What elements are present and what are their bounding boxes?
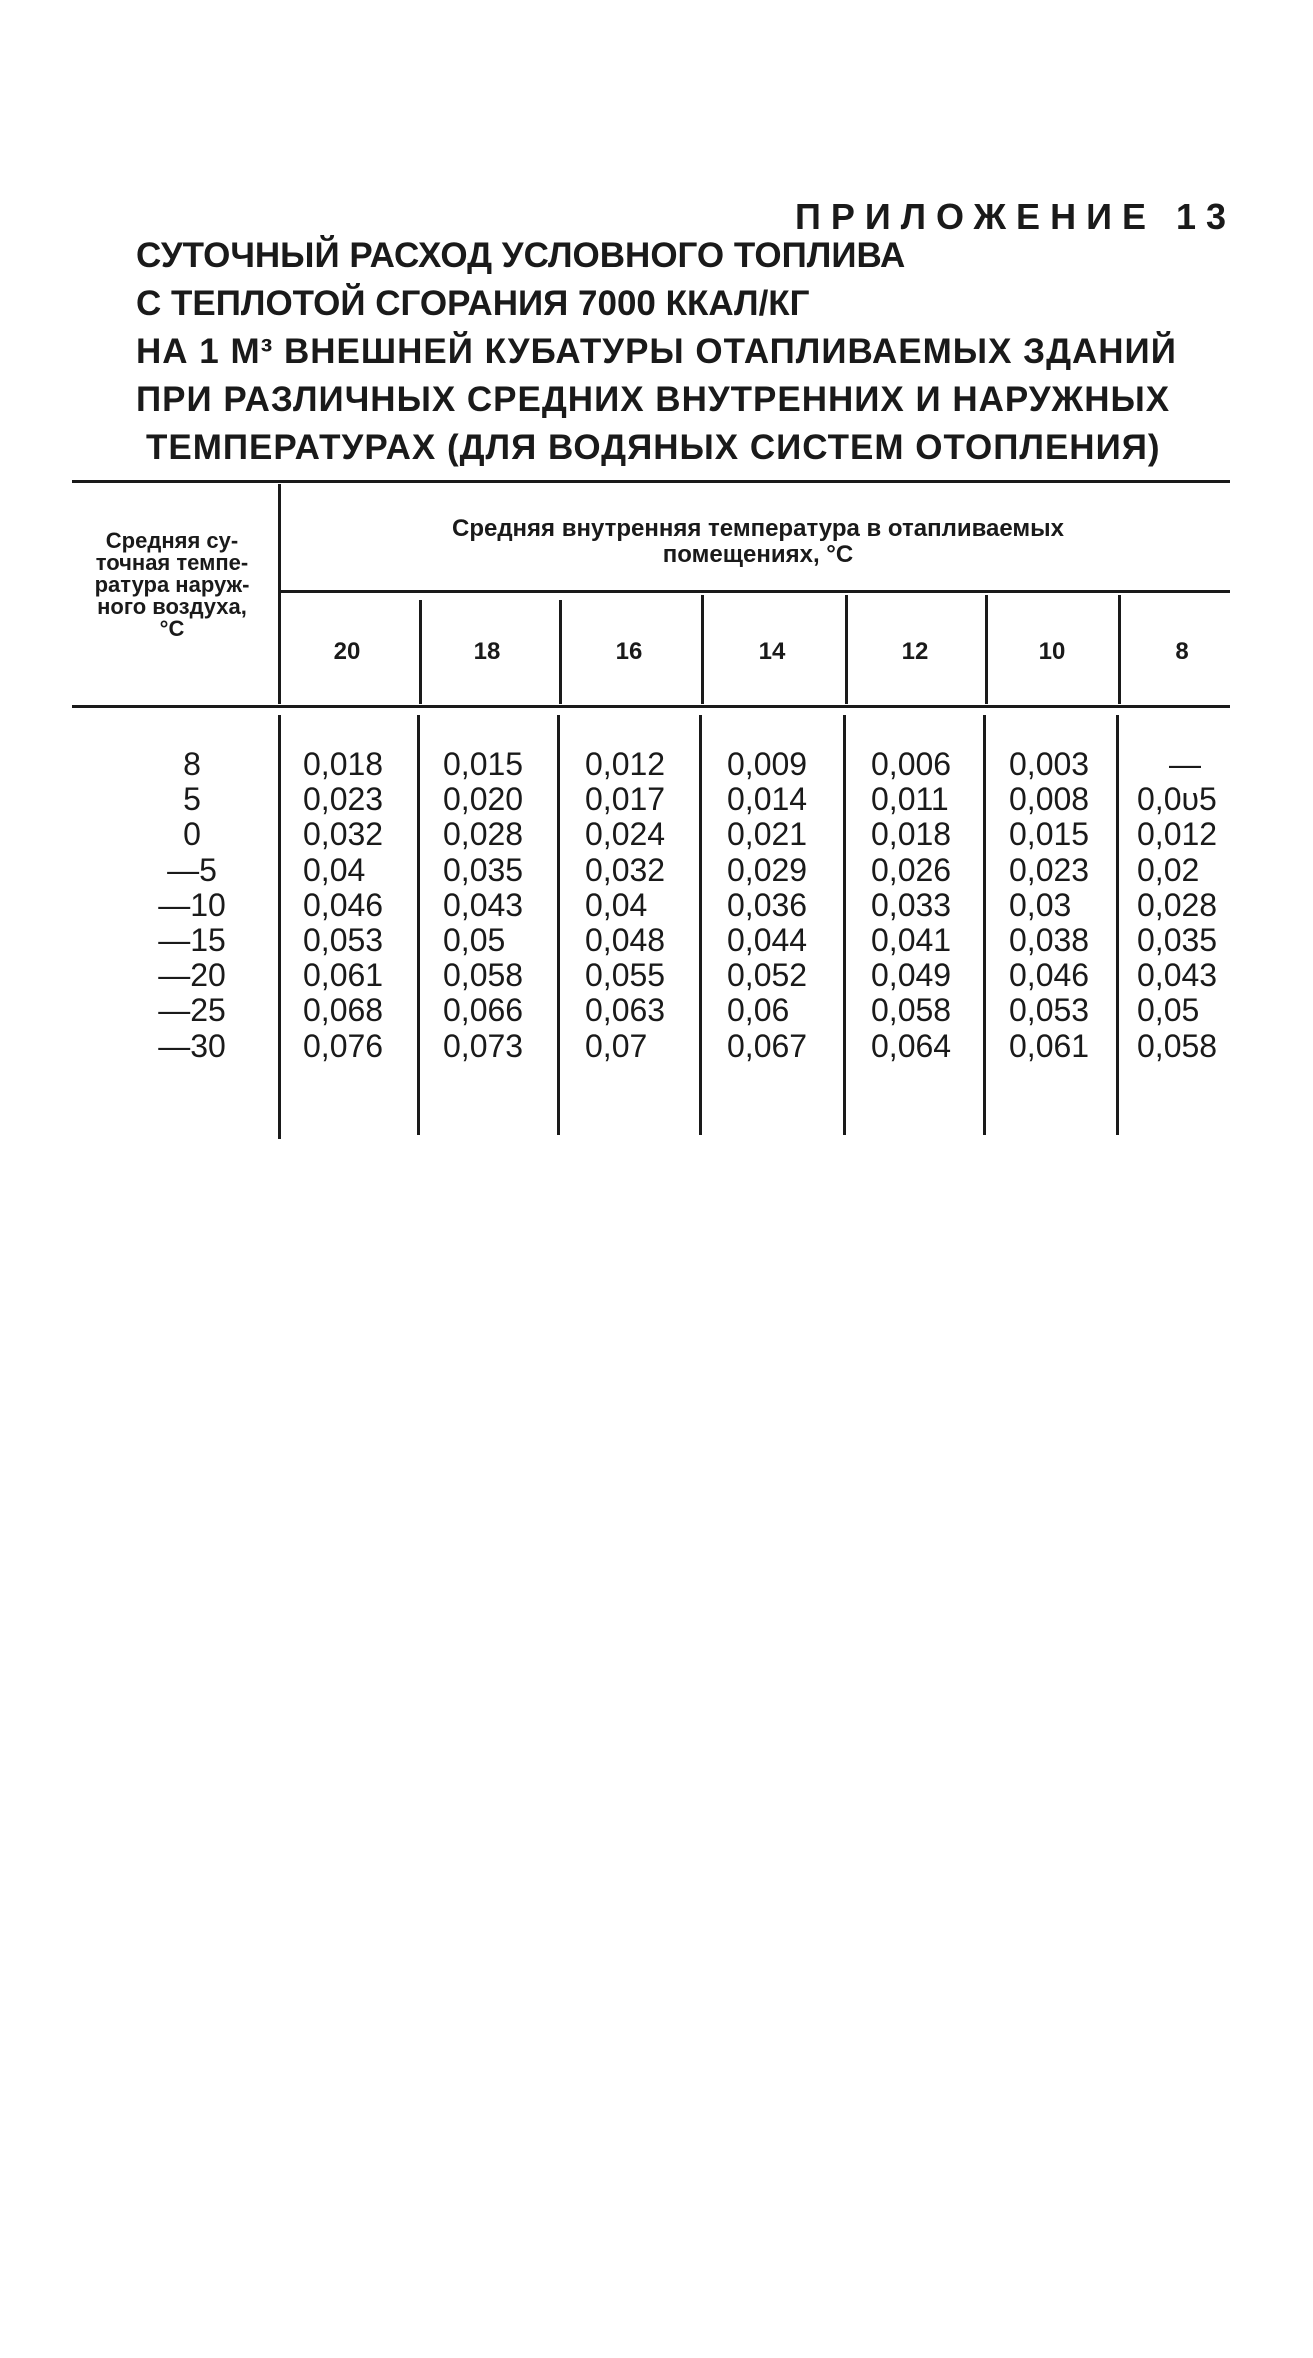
table-cell: 0,044 (727, 922, 808, 958)
table-cell: 0,041 (871, 922, 952, 958)
column-rule (419, 600, 422, 704)
column-header-12: 12 (901, 638, 929, 665)
header-bottom-rule (72, 705, 1230, 708)
table-cell: 0,032 (585, 852, 666, 888)
table-cell: 0,061 (1009, 1028, 1090, 1064)
table-cell: 0,048 (585, 922, 666, 958)
table-cell: 0,038 (1009, 922, 1090, 958)
table-cell: 0,008 (1009, 781, 1090, 817)
table-cell: 0,035 (1137, 922, 1218, 958)
table-cell: 0,052 (727, 957, 808, 993)
stub-header-line: ратура наруж- (94, 572, 250, 597)
table-cell: 0,061 (303, 957, 384, 993)
table-cell: 0,063 (585, 992, 666, 1028)
stub-header-line: точная темпе- (95, 550, 249, 575)
table-cell: 0,009 (727, 746, 808, 782)
table-cell: 0,053 (1009, 992, 1090, 1028)
table-cell: 0,015 (443, 746, 524, 782)
row-temperature-label: —15 (158, 922, 226, 958)
table-cell: 0,064 (871, 1028, 952, 1064)
column-rule (985, 595, 988, 704)
group-header-line: помещениях, °С (662, 541, 854, 568)
table-cell: 0,07 (585, 1028, 648, 1064)
title-line: НА 1 М³ ВНЕШНЕЙ КУБАТУРЫ ОТАПЛИВАЕМЫХ ЗДАНИЙ (136, 332, 1177, 371)
row-temperature-label: —25 (158, 992, 226, 1028)
row-temperature-label: 0 (183, 816, 201, 852)
table-cell: 0,053 (303, 922, 384, 958)
column-header-18: 18 (473, 638, 501, 665)
stub-column-rule (278, 715, 281, 1139)
table-cell: 0,021 (727, 816, 808, 852)
group-header (282, 516, 1234, 568)
table-cell: 0,067 (727, 1028, 808, 1064)
group-header-rule (280, 590, 1230, 593)
column-rule (557, 715, 560, 1135)
table-cell: 0,006 (871, 746, 952, 782)
fuel-consumption-table (72, 480, 1234, 1140)
table-cell: 0,0υ5 (1137, 781, 1217, 817)
row-temperature-label: —20 (158, 957, 226, 993)
table-cell: — (1169, 746, 1201, 782)
title-line: С ТЕПЛОТОЙ СГОРАНИЯ 7000 ККАЛ/КГ (136, 284, 810, 323)
row-temperature-label: 5 (183, 781, 201, 817)
table-cell: 0,068 (303, 992, 384, 1028)
table-cell: 0,018 (871, 816, 952, 852)
table-cell: 0,05 (1137, 992, 1200, 1028)
title-line: ТЕМПЕРАТУРАХ (ДЛЯ ВОДЯНЫХ СИСТЕМ ОТОПЛЕНИЯ) (146, 428, 1161, 467)
table-cell: 0,066 (443, 992, 524, 1028)
table-cell: 0,058 (1137, 1028, 1218, 1064)
row-temperature-label: 8 (183, 746, 201, 782)
table-cell: 0,04 (585, 887, 648, 923)
table-cell: 0,020 (443, 781, 524, 817)
table-cell: 0,046 (1009, 957, 1090, 993)
table-cell: 0,055 (585, 957, 666, 993)
table-cell: 0,03 (1009, 887, 1072, 923)
table-cell: 0,036 (727, 887, 808, 923)
column-rule (1118, 595, 1121, 704)
table-cell: 0,043 (443, 887, 524, 923)
column-rule (843, 715, 846, 1135)
table-cell: 0,023 (303, 781, 384, 817)
table-cell: 0,049 (871, 957, 952, 993)
column-rule (701, 595, 704, 704)
column-rule (845, 595, 848, 704)
table-cell: 0,011 (871, 781, 949, 817)
table-cell: 0,018 (303, 746, 384, 782)
table-cell: 0,012 (1137, 816, 1218, 852)
group-header-line: Средняя внутренняя температура в отапливаемых (451, 515, 1064, 542)
table-cell: 0,035 (443, 852, 524, 888)
column-header-16: 16 (615, 638, 643, 665)
stub-header (72, 530, 272, 640)
column-rule (699, 715, 702, 1135)
table-cell: 0,028 (1137, 887, 1218, 923)
column-rule (417, 715, 420, 1135)
table-cell: 0,076 (303, 1028, 384, 1064)
table-cell: 0,014 (727, 781, 808, 817)
row-temperature-label: —10 (158, 887, 226, 923)
table-cell: 0,073 (443, 1028, 524, 1064)
table-cell: 0,024 (585, 816, 666, 852)
table-cell: 0,012 (585, 746, 666, 782)
table-cell: 0,02 (1137, 852, 1200, 888)
stub-header-line: °С (159, 616, 185, 641)
column-rule (983, 715, 986, 1135)
table-cell: 0,003 (1009, 746, 1090, 782)
table-cell: 0,028 (443, 816, 524, 852)
table-cell: 0,029 (727, 852, 808, 888)
row-temperature-label: —5 (167, 852, 217, 888)
document-title (136, 232, 1236, 472)
column-rule (559, 600, 562, 704)
column-header-20: 20 (333, 638, 361, 665)
table-cell: 0,017 (585, 781, 666, 817)
table-cell: 0,032 (303, 816, 384, 852)
column-header-10: 10 (1038, 638, 1066, 665)
column-rule (1116, 715, 1119, 1135)
column-header-8: 8 (1175, 638, 1189, 665)
table-cell: 0,015 (1009, 816, 1090, 852)
stub-header-line: Средняя су- (105, 528, 239, 553)
table-cell: 0,033 (871, 887, 952, 923)
title-line: СУТОЧНЫЙ РАСХОД УСЛОВНОГО ТОПЛИВА (136, 236, 906, 275)
table-cell: 0,023 (1009, 852, 1090, 888)
table-cell: 0,026 (871, 852, 952, 888)
table-cell: 0,046 (303, 887, 384, 923)
table-cell: 0,05 (443, 922, 506, 958)
appendix-label: ПРИЛОЖЕНИЕ 13 (794, 196, 1236, 237)
table-top-rule (72, 480, 1230, 483)
stub-column-rule (278, 484, 281, 704)
table-cell: 0,04 (303, 852, 366, 888)
title-line: ПРИ РАЗЛИЧНЫХ СРЕДНИХ ВНУТРЕННИХ И НАРУЖНЫХ (136, 380, 1171, 419)
table-cell: 0,058 (871, 992, 952, 1028)
table-cell: 0,043 (1137, 957, 1218, 993)
row-temperature-label: —30 (158, 1028, 226, 1064)
stub-header-line: ного воздуха, (97, 594, 247, 619)
table-cell: 0,058 (443, 957, 524, 993)
table-cell: 0,06 (727, 992, 790, 1028)
column-header-14: 14 (758, 638, 786, 665)
